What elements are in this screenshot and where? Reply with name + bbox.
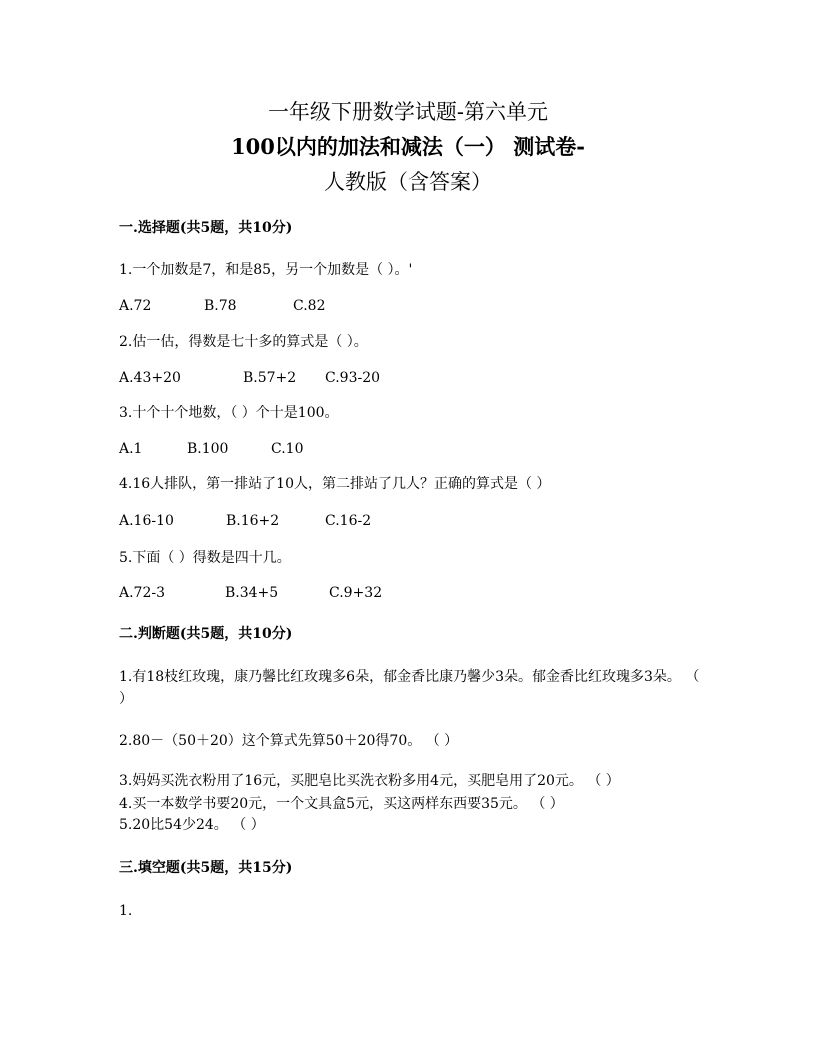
- option-b: B.100: [187, 441, 229, 457]
- judgement-item-5: 5.20比54少24。 （ ）: [119, 817, 265, 833]
- question-2: 2.估一估，得数是七十多的算式是（ ）。: [119, 334, 368, 350]
- option-b: B.34+5: [225, 585, 279, 601]
- option-b: B.78: [204, 298, 237, 314]
- section-heading-judgement: 二.判断题(共5题，共10分): [119, 626, 293, 642]
- option-c: C.16-2: [325, 513, 372, 529]
- option-c: C.10: [271, 441, 304, 457]
- option-a: A.16-10: [119, 513, 174, 529]
- question-5: 5.下面（ ）得数是四十几。: [119, 550, 291, 566]
- option-a: A.72-3: [119, 585, 166, 601]
- section-heading-fill-in: 三.填空题(共5题，共15分): [119, 860, 293, 876]
- option-c: C.9+32: [329, 585, 383, 601]
- option-a: A.1: [119, 441, 143, 457]
- option-a: A.72: [119, 298, 152, 314]
- fill-item-1: 1.: [119, 903, 133, 919]
- option-b: B.16+2: [226, 513, 280, 529]
- question-4: 4.16人排队，第一排站了10人，第二排站了几人？正确的算式是（ ）: [119, 476, 551, 492]
- option-a: A.43+20: [119, 370, 181, 386]
- option-b: B.57+2: [243, 370, 297, 386]
- option-c: C.93-20: [325, 370, 381, 386]
- judgement-item-2: 2.80－（50＋20）这个算式先算50＋20得70。 （ ）: [119, 733, 459, 749]
- question-3: 3.十个十个地数，（ ）个十是100。: [119, 405, 339, 421]
- section-heading-choice: 一.选择题(共5题，共10分): [119, 220, 293, 236]
- title-line-2: 100以内的加法和减法（一） 测试卷-: [231, 134, 585, 159]
- judgement-item-1: 1.有18枝红玫瑰，康乃馨比红玫瑰多6朵，郁金香比康乃馨少3朵。郁金香比红玫瑰多3朵。 （ ）: [119, 669, 700, 707]
- question-1: 1.一个加数是7，和是85，另一个加数是（ ）。': [119, 262, 413, 278]
- judgement-item-3: 3.妈妈买洗衣粉用了16元，买肥皂比买洗衣粉多用4元，买肥皂用了20元。 （ ）: [119, 773, 620, 789]
- judgement-item-4: 4.买一本数学书要20元，一个文具盒5元，买这两样东西要35元。 （ ）: [119, 796, 564, 812]
- option-c: C.82: [293, 298, 326, 314]
- title-line-1: 一年级下册数学试题-第六单元: [267, 100, 549, 124]
- title-line-3: 人教版（含答案）: [324, 170, 492, 194]
